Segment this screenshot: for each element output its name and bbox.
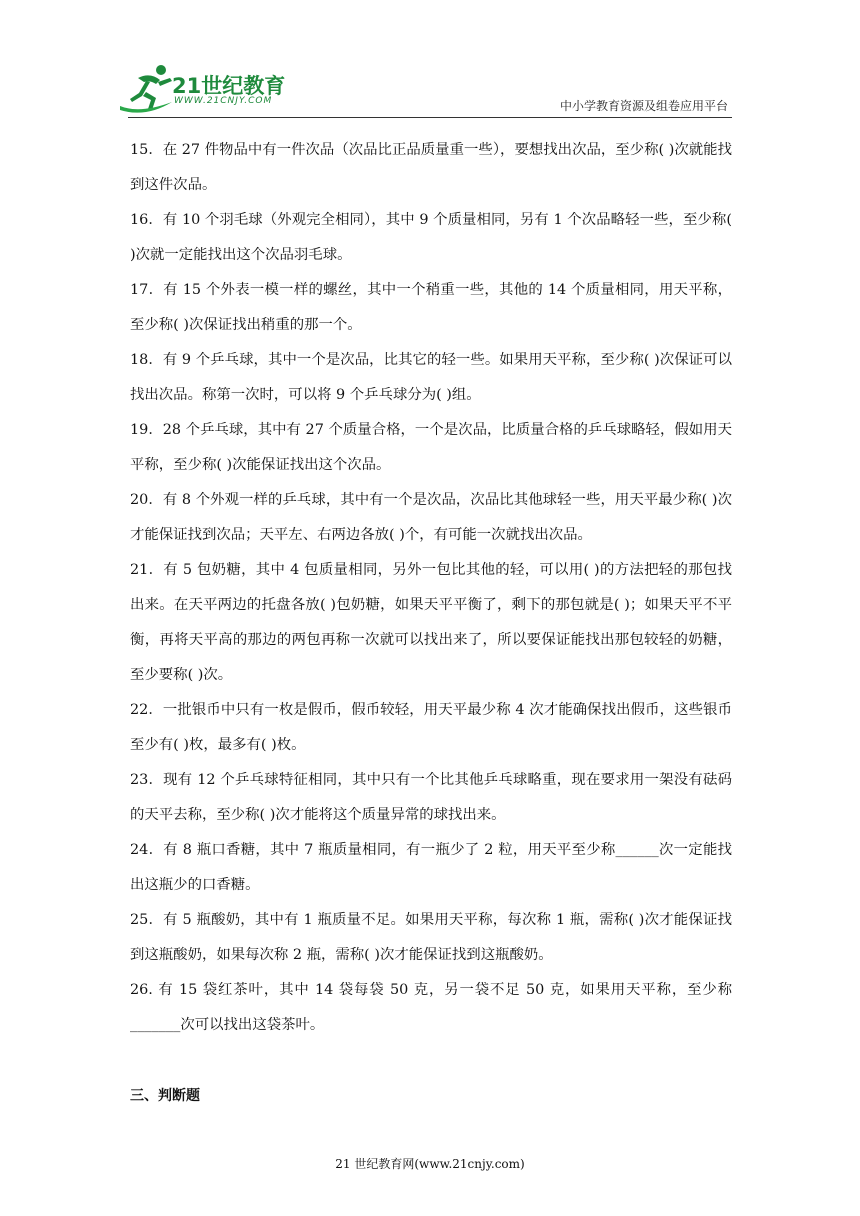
question-16: 16．有 10 个羽毛球（外观完全相同），其中 9 个质量相同，另有 1 个次品略轻一些，至少称( )次就一定能找出这个次品羽毛球。 (130, 212, 732, 263)
section-title: 三、判断题 (130, 1088, 200, 1104)
question-26: 26. 有 15 袋红茶叶，其中 14 袋每袋 50 克，另一袋不足 50 克，如果用天平称，至少称_______次可以找出这袋茶叶。 (130, 982, 732, 1033)
question-22: 22．一批银币中只有一枚是假币，假币较轻，用天平最少称 4 次才能确保找出假币，这些银币至少有( )枚，最多有( )枚。 (130, 702, 732, 753)
platform-tagline: 中小学教育资源及组卷应用平台 (559, 99, 728, 113)
question-list (130, 133, 732, 1043)
question-23: 23．现有 12 个乒乓球特征相同，其中只有一个比其他乒乓球略重，现在要求用一架没有砝码的天平去称，至少称( )次才能将这个质量异常的球找出来。 (130, 772, 732, 823)
logo-url: WWW.21CNJY.COM (174, 96, 273, 106)
question-17: 17．有 15 个外表一模一样的螺丝，其中一个稍重一些，其他的 14 个质量相同，用天平称，至少称( )次保证找出稍重的那一个。 (130, 282, 732, 333)
question-21: 21．有 5 包奶糖，其中 4 包质量相同，另外一包比其他的轻，可以用( )的方法把轻的那包找出来。在天平两边的托盘各放( )包奶糖，如果天平平衡了，剩下的那包就是( )；如果天平不平衡，再将天平高的那边的两包再称一次就可以找出来了，所以要保证能找出那包较轻的奶糖，至少要称( )次。 (130, 562, 732, 683)
question-24: 24．有 8 瓶口香糖，其中 7 瓶质量相同，有一瓶少了 2 粒，用天平至少称______次一定能找出这瓶少的口香糖。 (130, 842, 732, 893)
logo (120, 62, 295, 116)
running-figure-icon (120, 62, 176, 116)
question-20: 20．有 8 个外观一样的乒乓球，其中有一个是次品，次品比其他球轻一些，用天平最少称( )次才能保证找到次品；天平左、右两边各放( )个，有可能一次就找出次品。 (130, 492, 732, 543)
page-footer: 21 世纪教育网(www.21cnjy.com) (335, 1157, 525, 1171)
header-divider (128, 117, 732, 118)
logo-text: 21世纪教育 (172, 74, 286, 98)
page-header (0, 0, 860, 118)
question-18: 18．有 9 个乒乓球，其中一个是次品，比其它的轻一些。如果用天平称，至少称( )次保证可以找出次品。称第一次时，可以将 9 个乒乓球分为( )组。 (130, 352, 732, 403)
question-25: 25．有 5 瓶酸奶，其中有 1 瓶质量不足。如果用天平称，每次称 1 瓶，需称( )次才能保证找到这瓶酸奶，如果每次称 2 瓶，需称( )次才能保证找到这瓶酸奶。 (130, 912, 732, 963)
question-19: 19．28 个乒乓球，其中有 27 个质量合格，一个是次品，比质量合格的乒乓球略轻，假如用天平称，至少称( )次能保证找出这个次品。 (130, 422, 732, 473)
question-15: 15．在 27 件物品中有一件次品（次品比正品质量重一些），要想找出次品，至少称( )次就能找到这件次品。 (130, 142, 732, 193)
